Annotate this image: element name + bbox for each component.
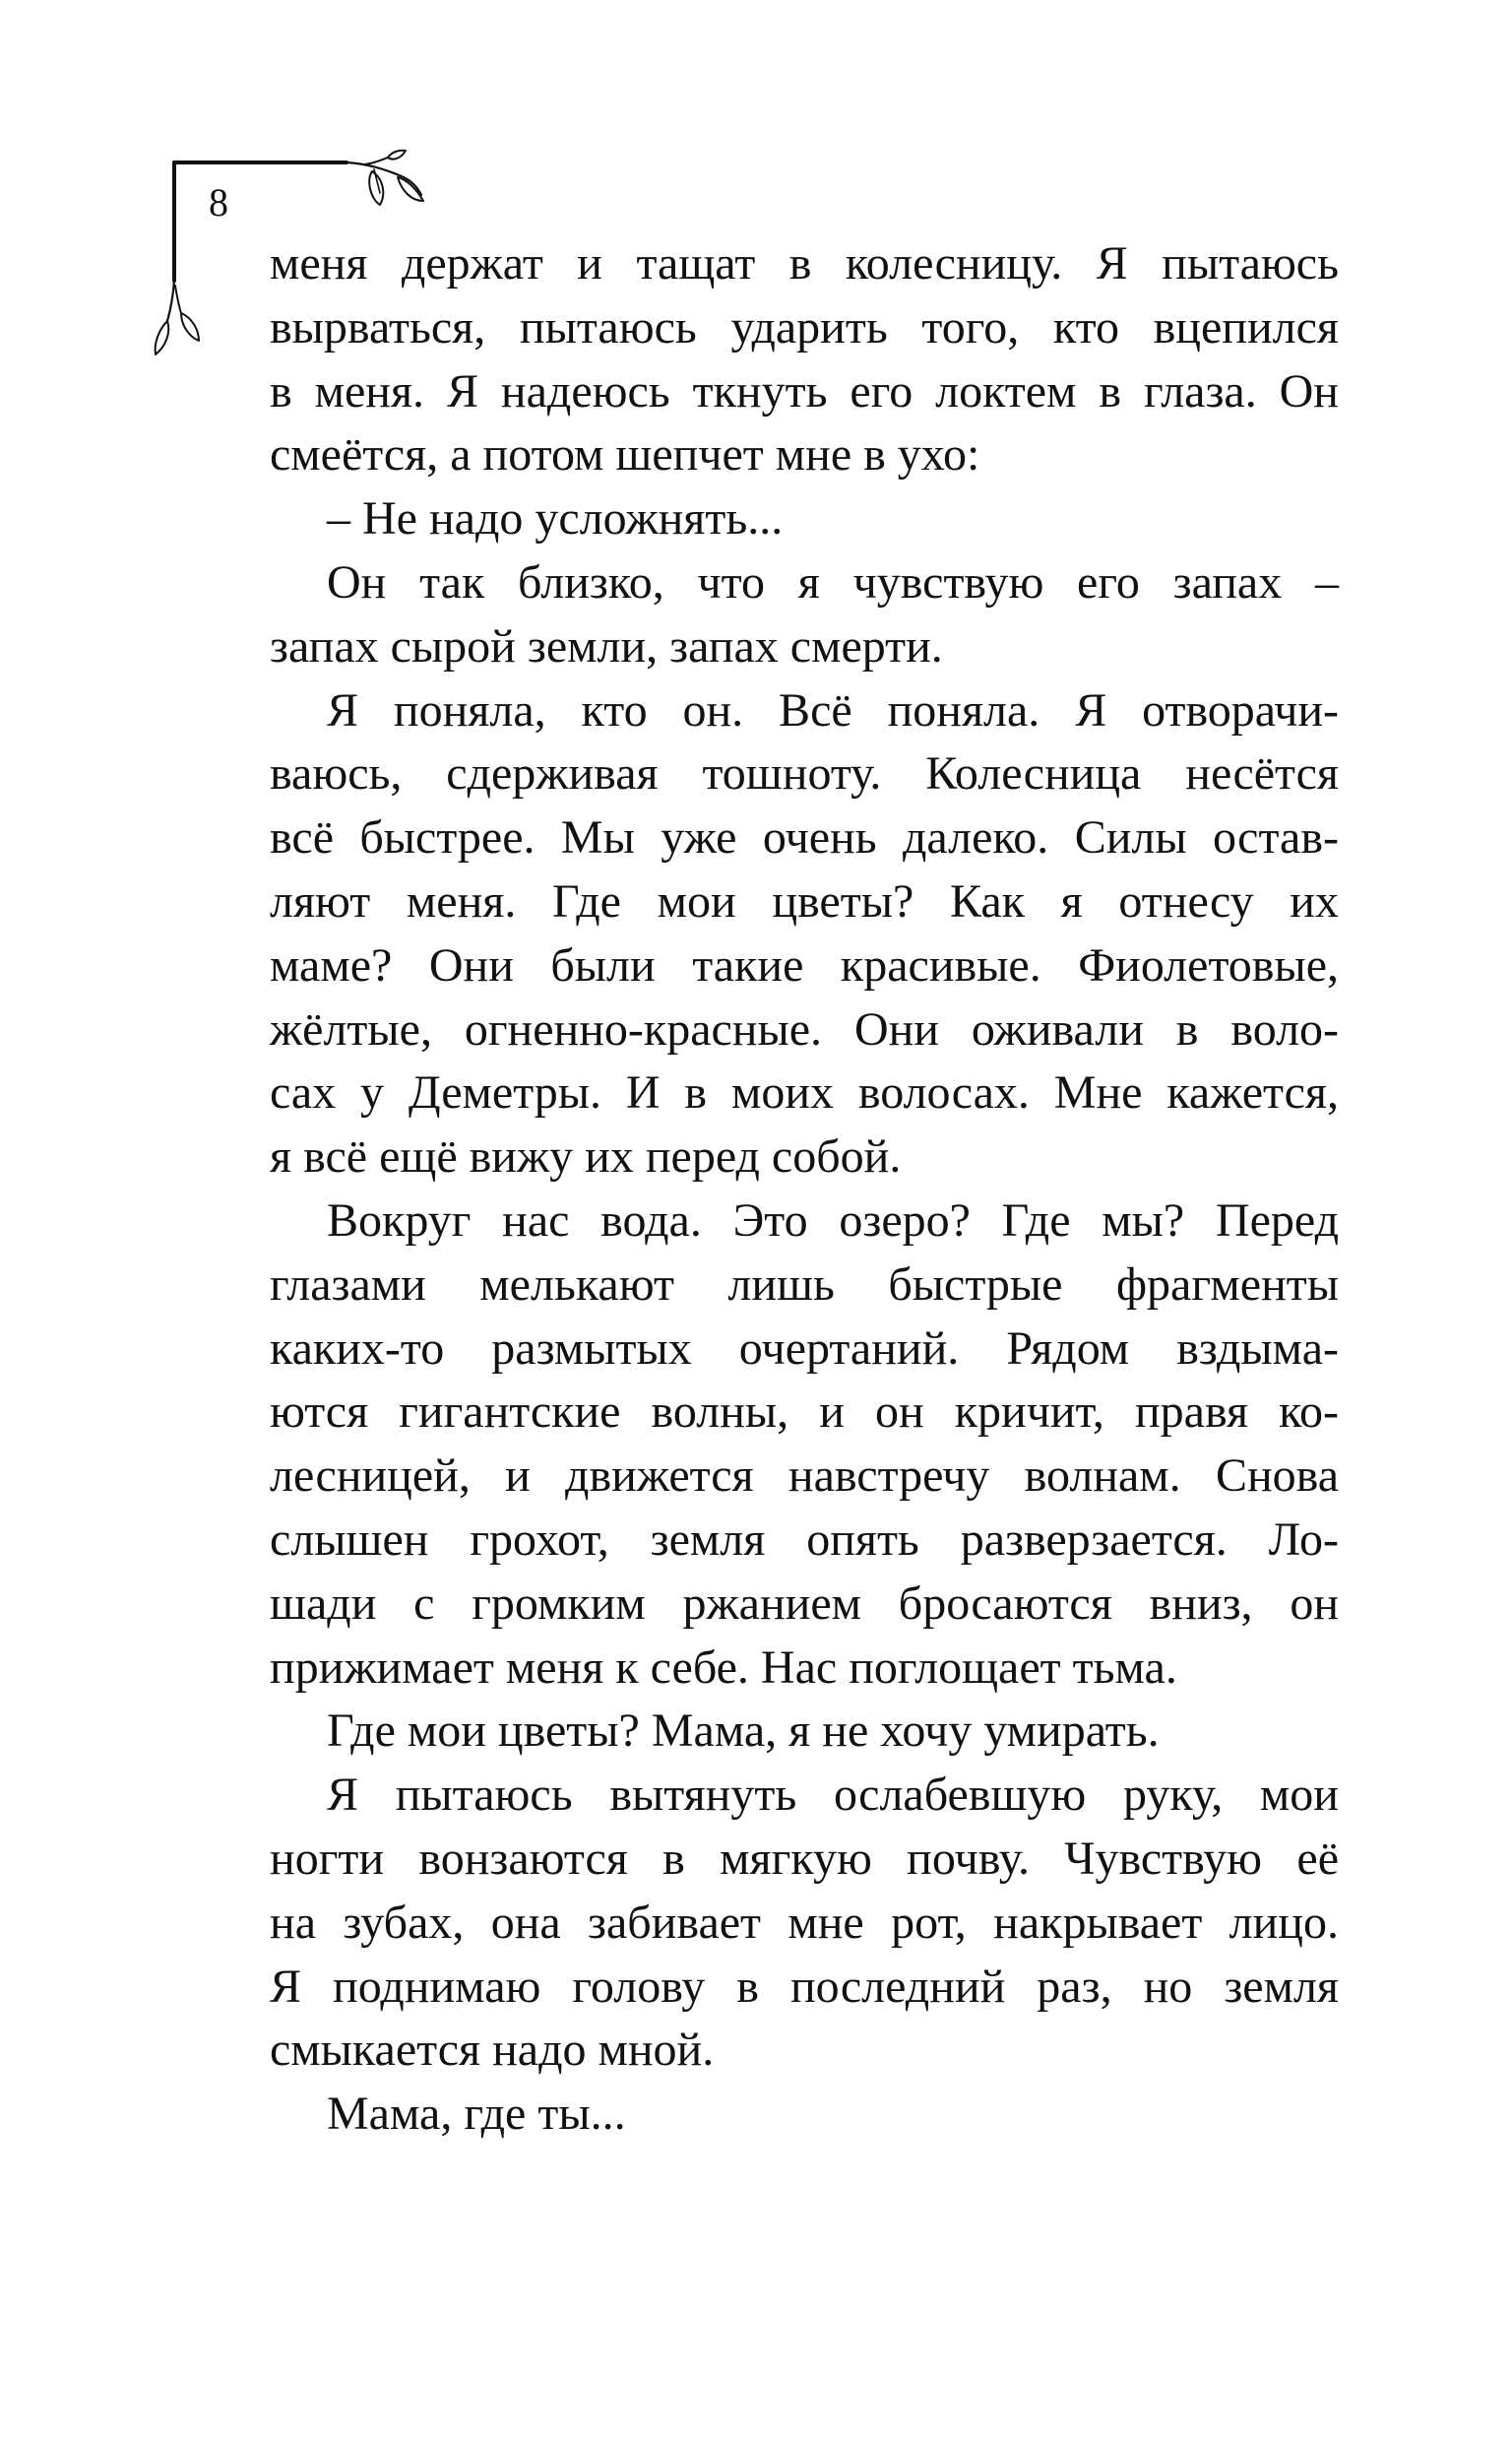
paragraph [270,679,1339,1189]
text-line: я всё ещё вижу их перед собой. [270,1130,902,1184]
text-line: Где мои цветы? Мама, я не хочу умирать. [327,1704,1160,1758]
text-line: Я пытаюсь вытянуть ослабевшую руку, мои [327,1768,1339,1822]
text-line: глазами мелькают лишь быстрые фрагменты [270,1257,1339,1311]
text-line: маме? Они были такие красивые. Фиолетовые, [270,938,1339,992]
text-line: шади с громким ржанием бросаются вниз, он [270,1576,1339,1630]
paragraph [270,1764,1339,2083]
text-line: смеётся, а потом шепчет мне в ухо: [270,428,980,482]
text-line: Я поняла, кто он. Всё поняла. Я отворачи- [327,683,1339,737]
page-number: 8 [209,180,228,225]
text-line: ляют меня. Где мои цветы? Как я отнесу их [270,874,1339,928]
body-text [270,232,1339,2147]
text-line: жёлтые, огненно-красные. Они оживали в воло- [270,1002,1339,1056]
text-line: Я поднимаю голову в последний раз, но земля [270,1960,1339,2013]
text-line: в меня. Я надеюсь ткнуть его локтем в глаза. Он [270,364,1339,418]
text-line: лесницей, и движется навстречу волнам. Снова [270,1449,1339,1503]
text-line: – Не надо усложнять... [327,492,784,546]
paragraph [270,551,1339,679]
paragraph [270,232,1339,487]
text-line: всё быстрее. Мы уже очень далеко. Силы остав- [270,811,1339,865]
text-line: ются гигантские волны, и он кричит, правя ко- [270,1385,1339,1439]
text-line: ногти вонзаются в мягкую почву. Чувствую её [270,1832,1339,1885]
text-line: на зубах, она забивает мне рот, накрывает лицо. [270,1896,1339,1949]
text-line: слышен грохот, земля опять разверзается. Ло- [270,1512,1339,1566]
text-line: Он так близко, что я чувствую его запах – [327,555,1339,609]
text-line: каких-то размытых очертаний. Рядом вздыма- [270,1321,1339,1375]
text-line: вырваться, пытаюсь ударить того, кто вцепился [270,300,1339,354]
text-line: прижимает меня к себе. Нас поглощает тьма. [270,1640,1177,1694]
text-line: Мама, где ты... [327,2088,626,2141]
paragraph [270,487,1339,551]
paragraph [270,2083,1339,2147]
text-line: меня держат и тащат в колесницу. Я пытаюсь [270,237,1339,289]
paragraph [270,1189,1339,1700]
text-line: запах сырой земли, запах смерти. [270,619,943,673]
text-line: смыкается надо мной. [270,2024,715,2077]
paragraph [270,1700,1339,1764]
text-line: Вокруг нас вода. Это озеро? Где мы? Перед [327,1193,1339,1247]
text-line: сах у Деметры. И в моих волосах. Мне кажется, [270,1066,1339,1120]
text-line: ваюсь, сдерживая тошноту. Колесница несётся [270,747,1339,801]
